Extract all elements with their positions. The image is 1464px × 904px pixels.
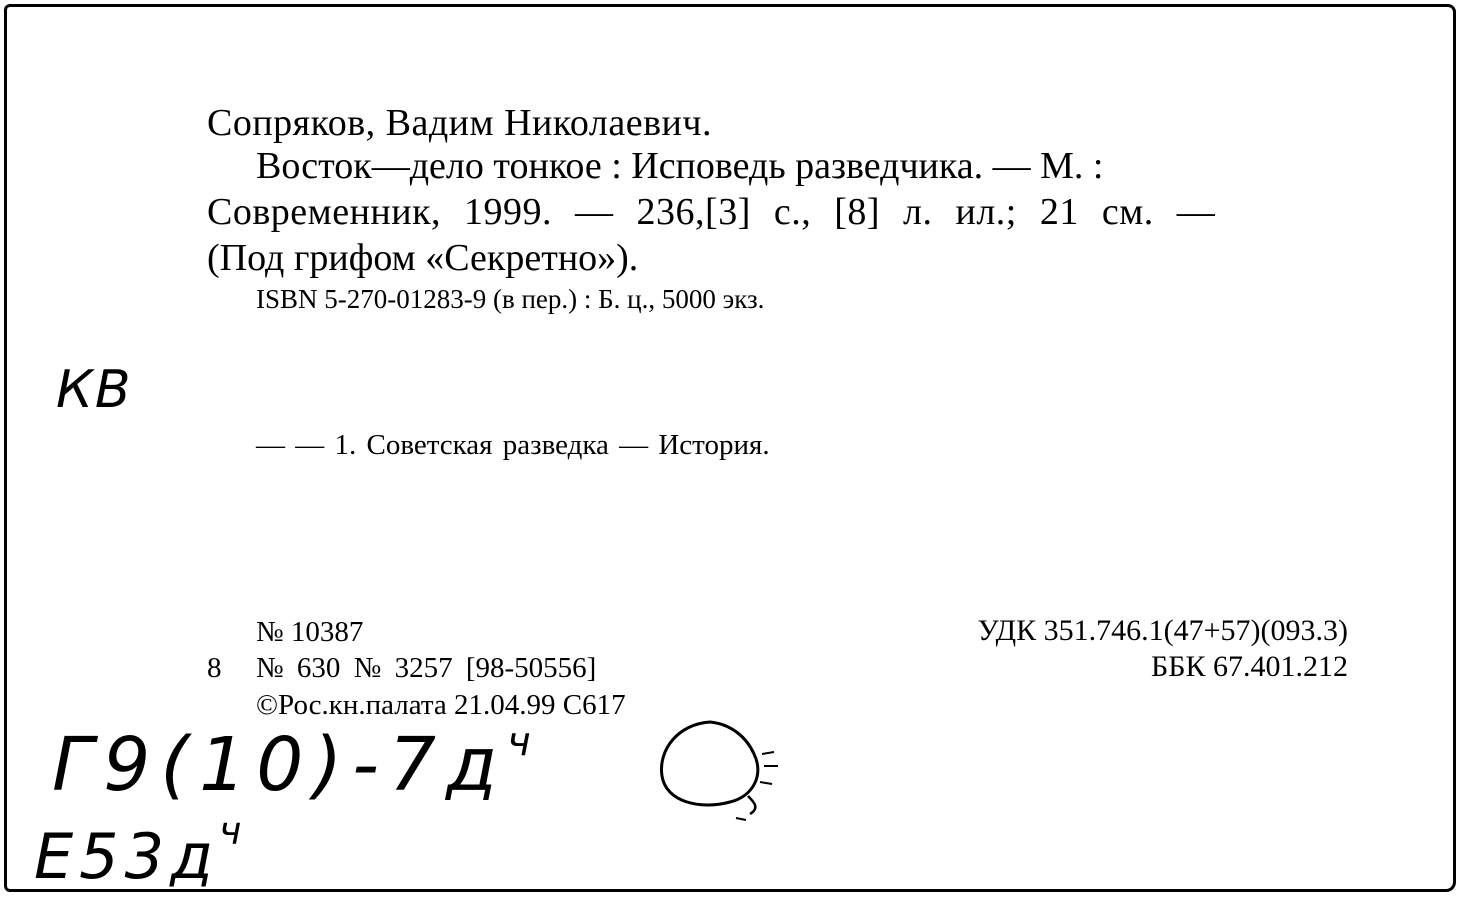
handwritten-mark-kv: КВ — [56, 360, 133, 420]
udk-code: УДК 351.746.1(47+57)(093.3) — [977, 614, 1348, 647]
handwritten-shelf-code-1: $Г9(10)-7д^ч$ — [52, 719, 541, 808]
card-number: № 10387 — [256, 616, 364, 648]
subject-heading: — — 1. Советская разведка — История. — [256, 429, 770, 461]
bbk-code: ББК 67.401.212 — [1151, 650, 1348, 683]
title-line-1: Восток—дело тонкое : Исповедь разведчика. — М. : — [256, 145, 1104, 187]
title-line-2: Современник, 1999. — 236,[3] с., [8] л. ил.; 21 см. — — [207, 191, 1216, 233]
handwritten-circle-stamp — [650, 710, 790, 830]
handwritten-shelf-code-2: $Е53д^ч$ — [34, 809, 248, 893]
isbn-line: ISBN 5-270-01283-9 (в пер.) : Б. ц., 5000 экз. — [256, 284, 765, 314]
book-chamber-line: ©Рос.кн.палата 21.04.99 С617 — [256, 689, 626, 721]
numbers-line: № 630 № 3257 [98-50556] — [256, 652, 597, 684]
left-code-prefix: 8 — [207, 652, 222, 684]
title-line-3: (Под грифом «Секретно»). — [207, 237, 639, 279]
author-heading: Сопряков, Вадим Николаевич. — [207, 102, 712, 144]
